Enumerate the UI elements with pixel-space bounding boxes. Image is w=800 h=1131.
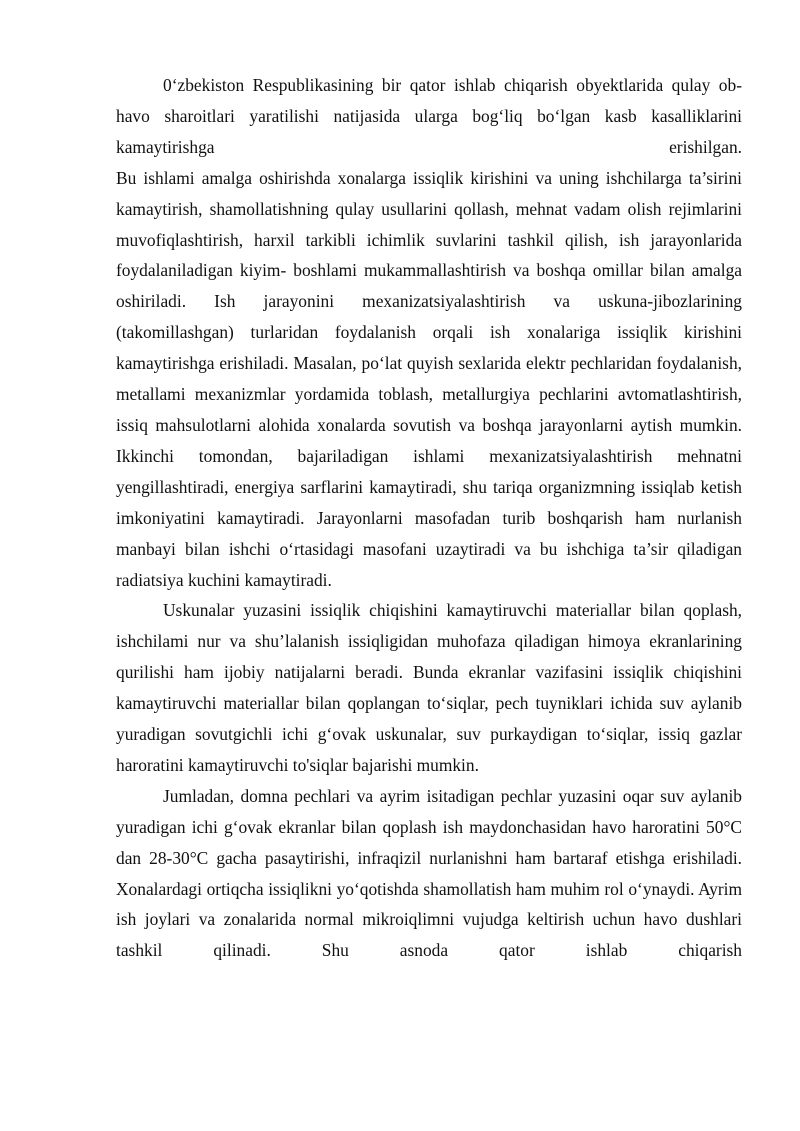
paragraph-measures: Bu ishlami amalga oshirishda xonalarga issiqlik kirishini va uning ishchilarga ta’sirini kamaytirish, shamollatishning qulay usullarini qollash, mehnat vadam olish rejimlarini muvofiqlashtirish, harxil tarkibli ichimlik suvlarini tashkil qilish, ish jarayonlarida foydalaniladigan kiyim- boshlami mukammallashtirish va boshqa omillar bilan amalga oshiriladi. Ish jarayonini mexanizatsiyalashtirish va uskuna-jibozlarining (takomillashgan) turlaridan foydalanish orqali ish xonalariga issiqlik kirishini kamaytirishga erishiladi. Masalan, po‘lat quyish sexlarida elektr pechlaridan foydalanish, metallami mexanizmlar yordamida toblash, metallurgiya pechlarini avtomatlashtirish, issiq mahsulotlarni alohida xonalarda sovutish va boshqa jarayonlarni aytish mumkin. Ikkinchi tomondan, bajariladigan ishlami mexanizatsiyalashtirish mehnatni yengillashtiradi, energiya sarflarini kamaytiradi, shu tariqa organizmning issiqlab ketish imkoniyatini kamaytiradi. Jarayonlarni masofadan turib boshqarish ham nurlanish manbayi bilan ishchi o‘rtasidagi masofani uzaytiradi va bu ishchiga ta’sir qiladigan radiatsiya kuchini kamaytiradi. (116, 167, 742, 590)
paragraph-uzbekistan-intro: 0‘zbekiston Respublikasining bir qator ishlab chiqarish obyektlarida qulay ob-havo sharoitlari yaratilishi natijasida ularga bog‘liq bo‘lgan kasb kasalliklarini kamaytirishga erishilgan. (116, 75, 742, 157)
document-page (116, 70, 742, 966)
paragraph-blast-furnace: Jumladan, domna pechlari va ayrim isitadigan pechlar yuzasini oqar suv aylanib yuradigan ichi g‘ovak ekranlar bilan qoplash ish maydonchasidan havo haroratini 50°C dan 28-30°C gacha pasaytirishi, infraqizil nurlanishni ham bartaraf etishga erishiladi. Xonalardagi ortiqcha issiqlikni yo‘qotishda shamollatish ham muhim rol o‘ynaydi. Ayrim ish joylari va zonalarida normal mikroiqlimni vujudga keltirish uchun havo dushlari tashkil qilinadi. Shu asnoda qator ishlab chiqarish (116, 785, 742, 961)
paragraph-equipment-coating: Uskunalar yuzasini issiqlik chiqishini kamaytiruvchi materiallar bilan qoplash, ishchilami nur va shu’lalanish issiqligidan muhofaza qiladigan himoya ekranlarining qurilishi ham ijobiy natijalarni beradi. Bunda ekranlar vazifasini issiqlik chiqishini kamaytiruvchi materiallar bilan qoplangan to‘siqlar, pech tuyniklari ichida suv aylanib yuradigan sovutgichli ichi g‘ovak uskunalar, suv purkaydigan to‘siqlar, issiq gazlar haroratini kamaytiruvchi to'siqlar bajarishi mumkin. (116, 600, 742, 775)
